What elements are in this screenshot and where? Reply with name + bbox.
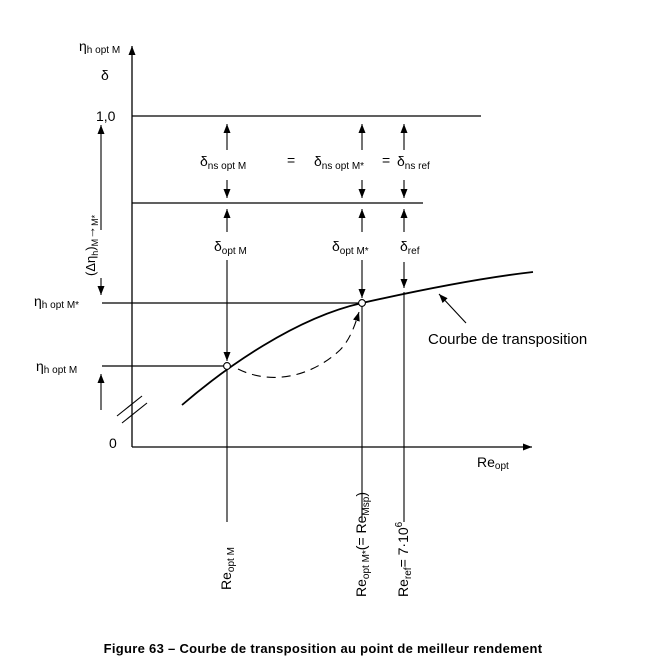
y-axis-delta-label: δ xyxy=(101,67,109,83)
delta-ref: $\delta_{ref}$ xyxy=(400,238,420,257)
point-mstar xyxy=(359,300,366,307)
origin-label: 0 xyxy=(109,435,117,451)
re-ref-label: $Re_{ref}= 7\cdot 10^6$ xyxy=(394,521,414,597)
re-opt-m-label: $Re_{opt M}$ xyxy=(218,547,237,590)
eta-m-label: ηh opt M xyxy=(36,358,78,376)
curve-label: Courbe de transposition xyxy=(428,331,588,348)
delta-opt-m: $\delta_{opt M}$ xyxy=(214,238,247,257)
x-axis-label: Reopt xyxy=(477,454,509,472)
axis-break-mark-1 xyxy=(117,396,142,416)
eta-mstar-label: ηh opt M* xyxy=(34,293,80,311)
equals-sign-1: = xyxy=(287,152,296,168)
tick-one-label: 1,0 xyxy=(96,108,116,124)
figure-caption: Figure 63 – Courbe de transposition au point de meilleur rendement xyxy=(103,641,543,656)
curve-label-leader xyxy=(439,294,466,323)
axis-break-mark-2 xyxy=(122,403,147,423)
delta-eta-label: $(\Delta\eta_h)_M\to_{M*}$ xyxy=(83,214,100,276)
y-axis-label: ηh opt M xyxy=(79,38,121,56)
delta-ns-opt-mstar: $\delta_{ns opt M*}$ xyxy=(314,153,365,172)
delta-ns-ref: $\delta_{ns ref}$ xyxy=(397,153,430,172)
dashed-transfer-curve xyxy=(238,312,359,377)
point-m xyxy=(224,363,231,370)
re-opt-mstar-label: $Re_{opt M*}(= Re_{Msp})$ xyxy=(353,491,372,597)
delta-opt-mstar: $\delta_{opt M*}$ xyxy=(332,238,369,257)
delta-ns-opt-m: $\delta_{ns opt M}$ xyxy=(200,153,247,172)
equals-sign-2: = xyxy=(382,152,391,168)
